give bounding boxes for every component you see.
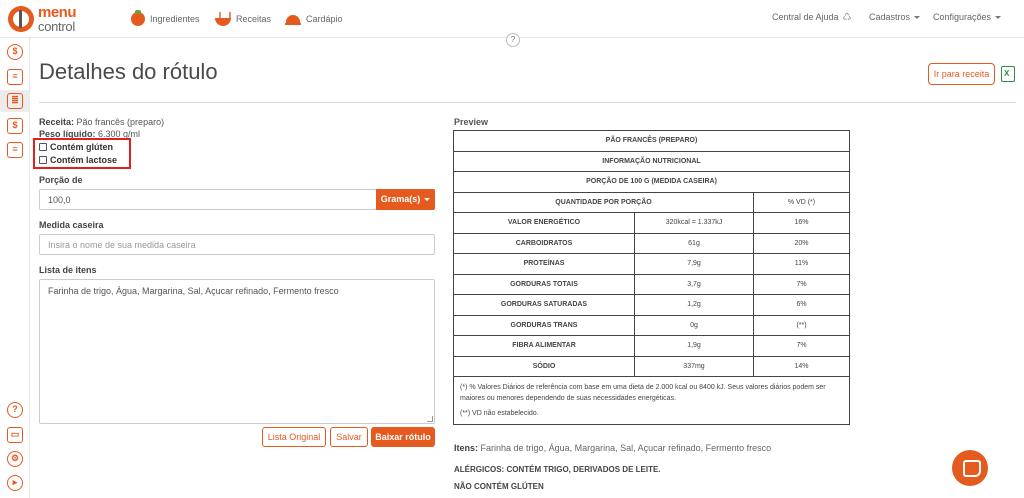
table-row xyxy=(454,315,850,336)
nav-cadastros[interactable] xyxy=(869,12,920,22)
table-row xyxy=(454,274,850,295)
nav-central-ajuda[interactable] xyxy=(772,12,852,23)
ir-para-receita-button[interactable]: Ir para receita xyxy=(928,63,995,85)
sidebar xyxy=(0,38,30,498)
nav-ingredientes-label: Ingredientes xyxy=(150,14,200,24)
peso-value: 6.300 g/ml xyxy=(98,129,141,139)
lista-itens-textarea[interactable] xyxy=(39,279,435,424)
page-title: Detalhes do rótulo xyxy=(39,59,218,84)
sidebar-card-icon[interactable]: ▭ xyxy=(7,427,23,443)
logo-text-control: control xyxy=(38,19,75,34)
nutrition-table xyxy=(453,130,850,425)
unit-dropdown-button[interactable] xyxy=(376,189,435,210)
unit-dropdown-label: Grama(s) xyxy=(380,194,421,204)
nutrient-name: GORDURAS SATURADAS xyxy=(454,295,635,316)
nutrient-name: FIBRA ALIMENTAR xyxy=(454,336,635,357)
nav-configuracoes[interactable] xyxy=(933,12,1001,22)
nutrient-qty: 1,9g xyxy=(635,336,754,357)
receita-info xyxy=(39,117,164,127)
sidebar-price-icon[interactable]: $ xyxy=(7,118,23,134)
nutrient-name: GORDURAS TRANS xyxy=(454,315,635,336)
nav-central-ajuda-label: Central de Ajuda xyxy=(772,12,839,22)
nutrient-qty: 320kcal = 1.337kJ xyxy=(635,213,754,234)
alergicos-text: ALÉRGICOS: CONTÉM TRIGO, DERIVADOS DE LEITE. xyxy=(454,465,661,474)
nutrient-qty: 337mg xyxy=(635,356,754,377)
sidebar-help-icon[interactable]: ? xyxy=(7,402,23,418)
nutrient-vd: 7% xyxy=(754,336,850,357)
table-header-info: INFORMAÇÃO NUTRICIONAL xyxy=(454,151,850,172)
nutrient-name: GORDURAS TOTAIS xyxy=(454,274,635,295)
sidebar-play-icon[interactable]: ▸ xyxy=(7,475,23,491)
chat-icon[interactable] xyxy=(952,450,988,486)
nutrient-vd: 6% xyxy=(754,295,850,316)
nav-cardapio[interactable] xyxy=(285,10,343,28)
footnote-not-established: (**) VD não estabelecido. xyxy=(460,410,539,417)
nutrient-qty: 3,7g xyxy=(635,274,754,295)
nutrient-qty: 7,9g xyxy=(635,254,754,275)
table-row xyxy=(454,213,850,234)
itens-value: Farinha de trigo, Água, Margarina, Sal, Açucar refinado, Fermento fresco xyxy=(480,443,772,453)
chevron-down-icon xyxy=(424,198,430,201)
col-header-vd: % VD (*) xyxy=(754,192,850,213)
contem-gluten-label: Contém glúten xyxy=(50,142,113,152)
nav-ingredientes[interactable] xyxy=(131,10,200,28)
sidebar-label-icon[interactable]: ≣ xyxy=(7,93,23,109)
sidebar-settings-icon[interactable]: ⚙ xyxy=(7,451,23,467)
medida-caseira-label: Medida caseira xyxy=(39,220,104,230)
table-row xyxy=(454,233,850,254)
nutrient-qty: 61g xyxy=(635,233,754,254)
lista-original-button[interactable]: Lista Original xyxy=(262,427,326,447)
salvar-button[interactable]: Salvar xyxy=(330,427,368,447)
baixar-rotulo-button[interactable]: Baixar rótulo xyxy=(371,427,435,447)
lifebuoy-icon: ♺ xyxy=(842,12,852,23)
col-header-qty: QUANTIDADE POR PORÇÃO xyxy=(454,192,754,213)
bowl-icon xyxy=(215,12,231,26)
preview-itens xyxy=(454,443,771,453)
nutrient-name: CARBOIDRATOS xyxy=(454,233,635,254)
nav-receitas[interactable] xyxy=(215,10,271,28)
nav-cadastros-label: Cadastros xyxy=(869,12,911,22)
chevron-down-icon xyxy=(995,16,1001,19)
excel-export-icon[interactable] xyxy=(1001,66,1015,82)
menu-control-logo[interactable] xyxy=(8,6,96,34)
nutrient-vd: 11% xyxy=(754,254,850,275)
table-row xyxy=(454,254,850,275)
lista-itens-value: Farinha de trigo, Água, Margarina, Sal, Açucar refinado, Fermento fresco xyxy=(48,286,339,296)
medida-caseira-input[interactable]: Insira o nome de sua medida caseira xyxy=(39,234,435,255)
gluten-text: NÃO CONTÉM GLÚTEN xyxy=(454,482,544,491)
logo-icon xyxy=(8,6,34,32)
table-header-product: PÃO FRANCÊS (PREPARO) xyxy=(454,131,850,152)
nutrient-vd: 20% xyxy=(754,233,850,254)
nav-cardapio-label: Cardápio xyxy=(306,14,343,24)
peso-label: Peso líquido: xyxy=(39,129,96,139)
nutrient-qty: 1,2g xyxy=(635,295,754,316)
table-header-portion: PORÇÃO DE 100 G (MEDIDA CASEIRA) xyxy=(454,172,850,193)
preview-label: Preview xyxy=(454,117,489,127)
receita-label: Receita: xyxy=(39,117,75,127)
table-row xyxy=(454,356,850,377)
sidebar-cost-icon[interactable]: $ xyxy=(7,44,23,60)
nav-configuracoes-label: Configurações xyxy=(933,12,992,22)
nutrient-name: PROTEÍNAS xyxy=(454,254,635,275)
question-icon[interactable]: ? xyxy=(506,33,520,47)
nutrient-qty: 0g xyxy=(635,315,754,336)
nav-receitas-label: Receitas xyxy=(236,14,272,24)
nutrient-name: SÓDIO xyxy=(454,356,635,377)
nutrient-vd: 14% xyxy=(754,356,850,377)
footnote-vd: (*) % Valores Diários de referência com base em uma dieta de 2.000 kcal ou 8400 kJ. Seus valores diários podem ser maiores ou menores dependendo de suas necessidades energéticas. xyxy=(460,384,826,402)
chevron-down-icon xyxy=(914,16,920,19)
table-row xyxy=(454,336,850,357)
highlight-box xyxy=(33,138,131,169)
cloche-icon xyxy=(285,13,301,25)
logo-text-menu: menu xyxy=(38,4,77,21)
header-divider xyxy=(39,102,1016,103)
contem-lactose-label: Contém lactose xyxy=(50,155,118,165)
lista-itens-label: Lista de itens xyxy=(39,265,97,275)
porcao-input[interactable]: 100,0 xyxy=(39,189,377,210)
resize-handle[interactable] xyxy=(427,416,433,422)
receita-value: Pão francês (preparo) xyxy=(76,117,165,127)
porcao-label: Porção de xyxy=(39,175,83,185)
nutrient-name: VALOR ENERGÉTICO xyxy=(454,213,635,234)
tomato-icon xyxy=(131,12,145,26)
itens-label: Itens: xyxy=(454,443,479,453)
sidebar-clipboard-icon[interactable]: ≡ xyxy=(7,69,23,85)
table-footnote xyxy=(454,377,850,425)
table-row xyxy=(454,295,850,316)
nutrient-vd: (**) xyxy=(754,315,850,336)
sidebar-report-icon[interactable]: ≡ xyxy=(7,142,23,158)
nutrient-vd: 16% xyxy=(754,213,850,234)
nutrient-vd: 7% xyxy=(754,274,850,295)
